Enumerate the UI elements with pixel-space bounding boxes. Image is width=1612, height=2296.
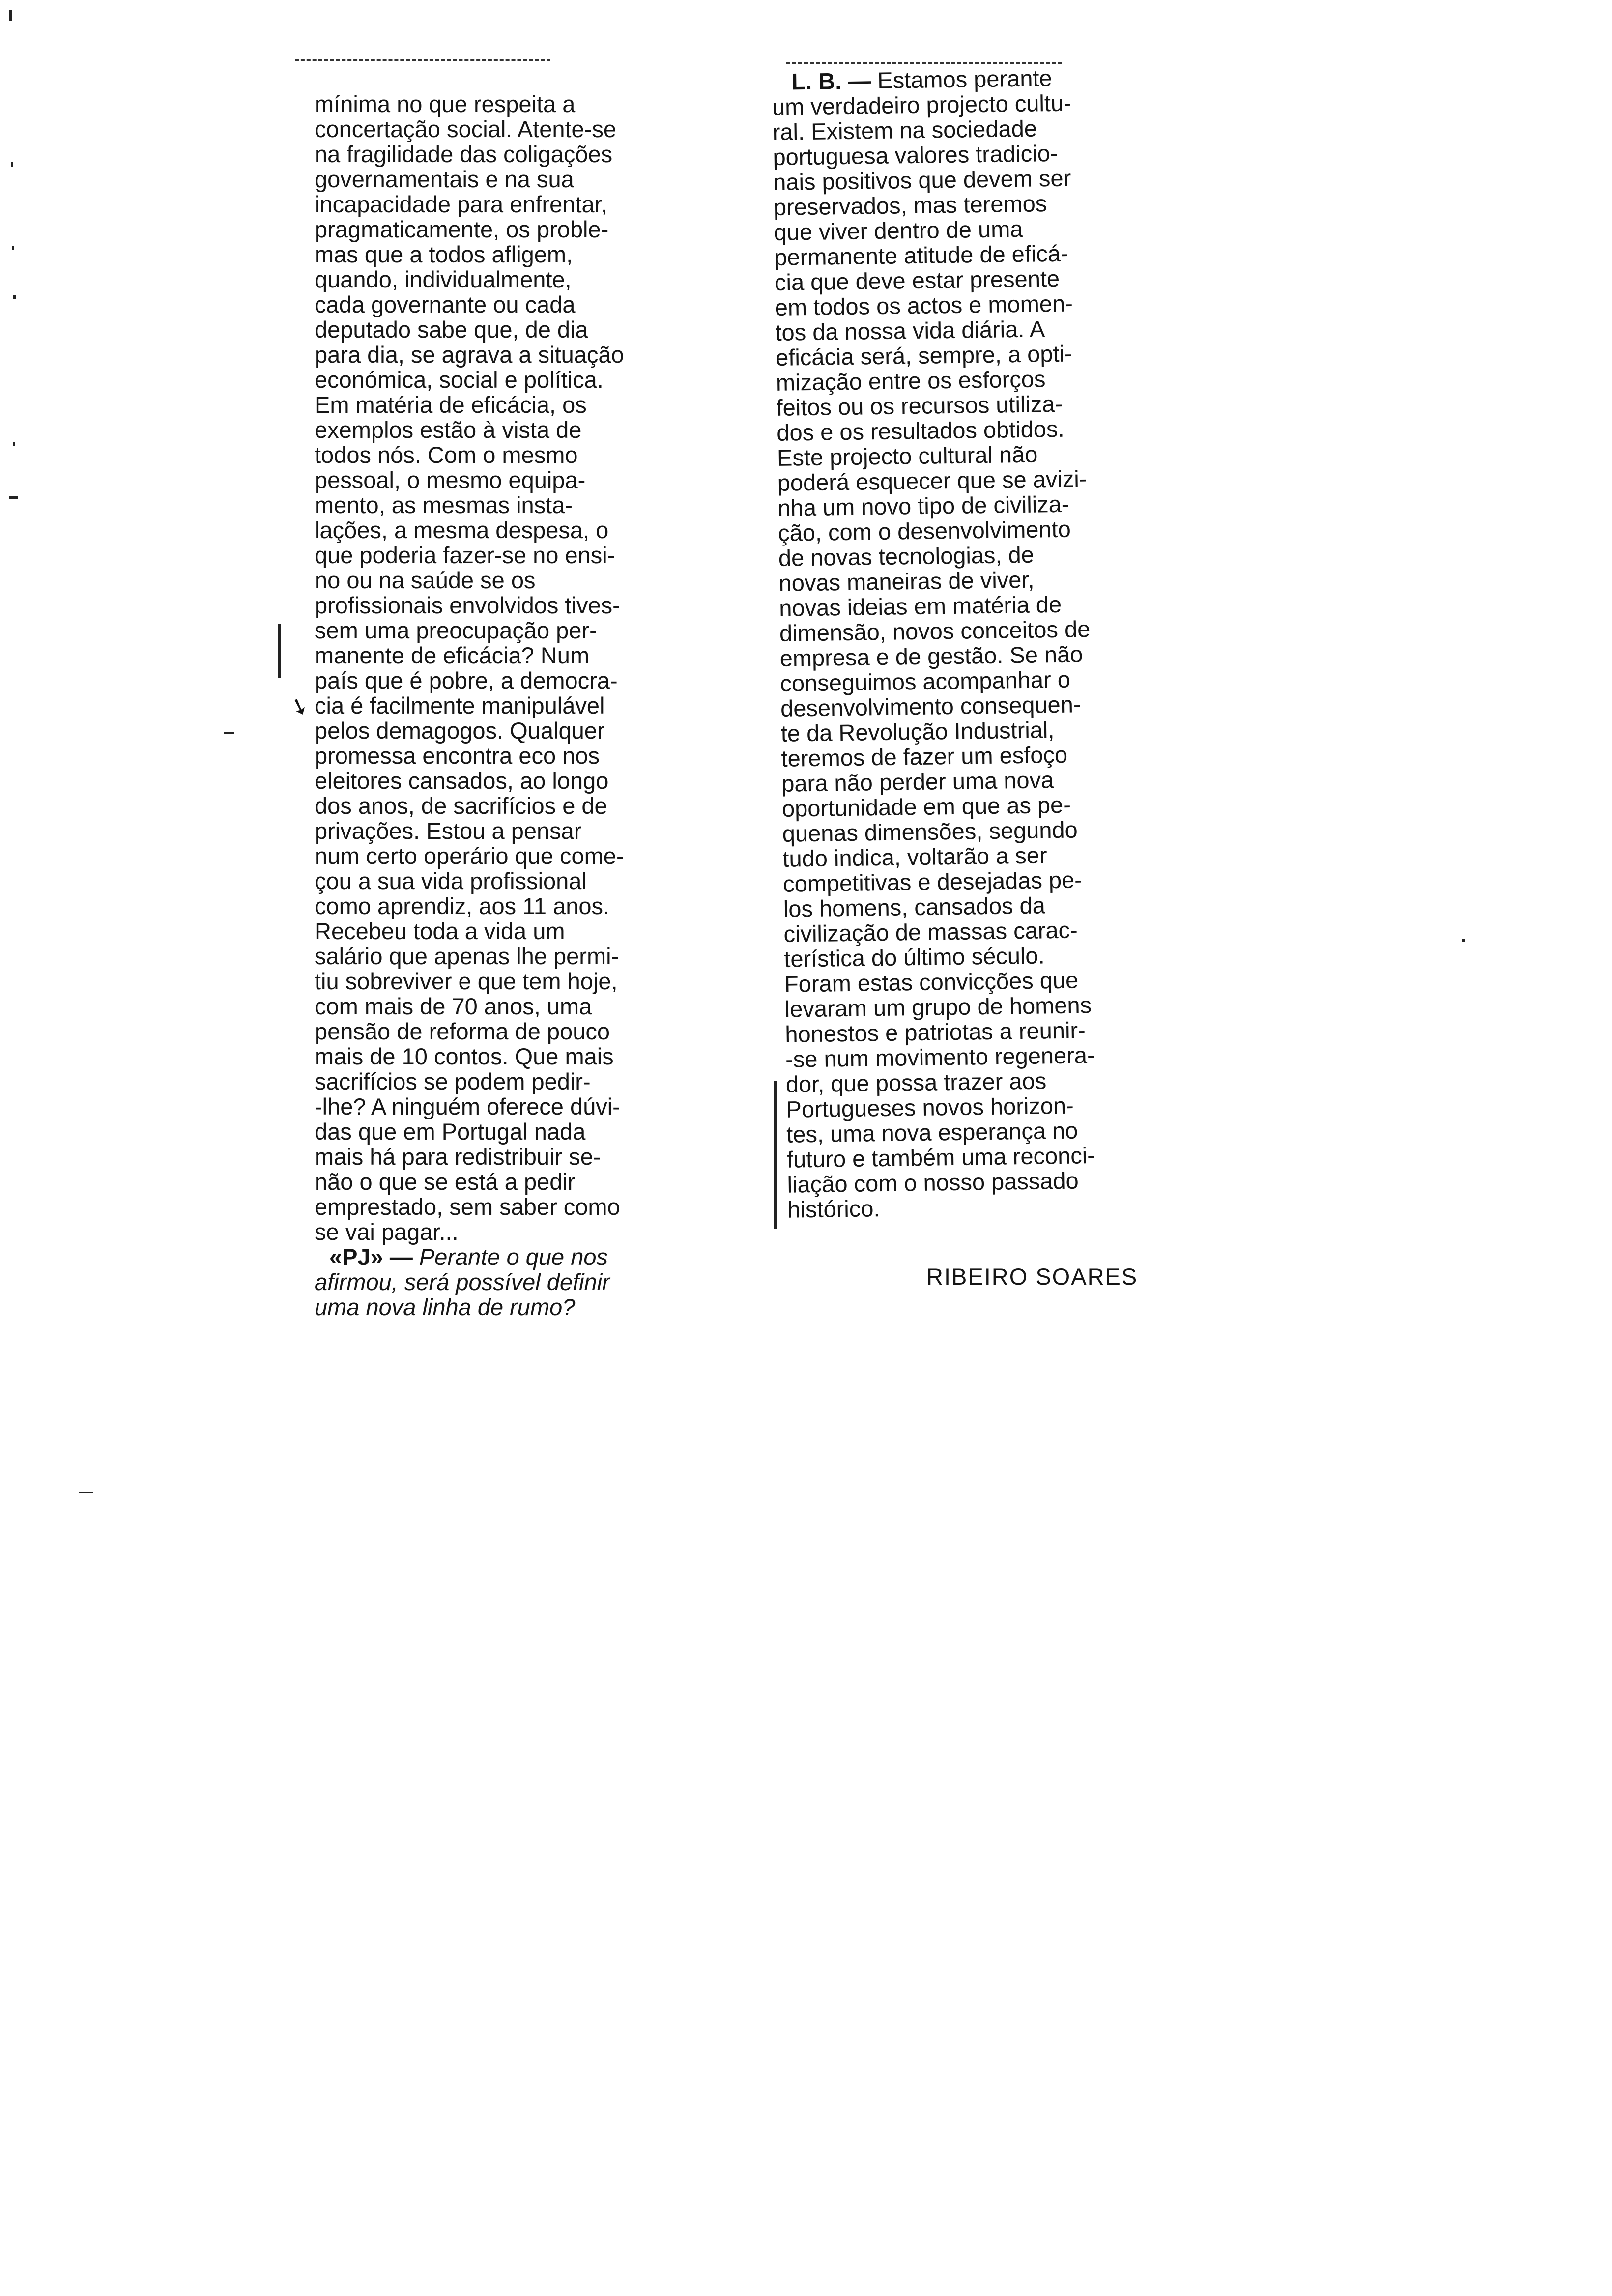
text-line: levaram um grupo de homens bbox=[784, 992, 1092, 1022]
text-line: ção, com o desenvolvimento bbox=[777, 516, 1071, 546]
text-line: Foram estas convicções que bbox=[784, 967, 1079, 997]
text-line: concertação social. Atente-se bbox=[315, 116, 616, 142]
text-line: Recebeu toda a vida um bbox=[315, 918, 565, 944]
text-line: para dia, se agrava a situação bbox=[315, 342, 624, 368]
text-line: mização entre os esforços bbox=[776, 366, 1046, 396]
text-line: çou a sua vida profissional bbox=[315, 868, 587, 894]
text-line: liação com o nosso passado bbox=[787, 1167, 1079, 1198]
text-line: poderá esquecer que se avizi- bbox=[777, 465, 1087, 496]
text-line: Portugueses novos horizon- bbox=[786, 1092, 1074, 1122]
text-line: com mais de 70 anos, uma bbox=[315, 993, 592, 1019]
text-line: tos da nossa vida diária. A bbox=[775, 316, 1045, 345]
text-line: mais há para redistribuir se- bbox=[315, 1144, 601, 1170]
text-line: país que é pobre, a democra- bbox=[315, 667, 618, 693]
scan-mark-left-4 bbox=[13, 442, 15, 446]
text-line: -lhe? A ninguém oferece dúvi- bbox=[315, 1093, 620, 1119]
scan-mark-bottom-left bbox=[79, 1492, 93, 1493]
text-line: governamentais e na sua bbox=[315, 166, 574, 192]
article-byline: RIBEIRO SOARES bbox=[926, 1263, 1138, 1290]
scan-mark-left-3 bbox=[13, 295, 16, 299]
left-column-lines bbox=[315, 91, 624, 1244]
text-line: civilização de massas carac- bbox=[783, 917, 1078, 947]
text-line: económica, social e política. bbox=[315, 367, 604, 393]
text-line: pessoal, o mesmo equipa- bbox=[315, 467, 586, 493]
text-line: quando, individualmente, bbox=[315, 266, 572, 292]
text-line: mas que a todos afligem, bbox=[315, 241, 573, 267]
scan-mark-right-1 bbox=[1462, 939, 1465, 942]
text-line: privações. Estou a pensar bbox=[315, 818, 582, 844]
question-speaker: «PJ» — bbox=[329, 1244, 413, 1270]
text-line: los homens, cansados da bbox=[783, 892, 1046, 922]
text-line: te da Revolução Industrial, bbox=[780, 717, 1055, 746]
text-line: conseguimos acompanhar o bbox=[780, 666, 1071, 696]
text-line: competitivas e desejadas pe- bbox=[782, 866, 1083, 897]
text-line: mais de 10 contos. Que mais bbox=[315, 1043, 614, 1069]
text-line: novas ideias em matéria de bbox=[778, 591, 1062, 621]
text-line: lações, a mesma despesa, o bbox=[315, 517, 609, 543]
text-line: pensão de reforma de pouco bbox=[315, 1018, 610, 1044]
text-line: não o que se está a pedir bbox=[315, 1169, 576, 1195]
text-line: Este projecto cultural não bbox=[777, 441, 1038, 471]
text-line: se vai pagar... bbox=[315, 1219, 459, 1245]
answer-text-1: Estamos perante bbox=[877, 65, 1052, 93]
scan-mark-top-left bbox=[9, 10, 12, 21]
text-line: sem uma preocupação per- bbox=[315, 617, 597, 643]
text-line: preservados, mas teremos bbox=[773, 190, 1047, 220]
text-line: oportunidade em que as pe- bbox=[781, 791, 1071, 822]
text-line: todos nós. Com o mesmo bbox=[315, 442, 578, 468]
right-column-lines bbox=[772, 90, 1098, 1222]
text-line: dos anos, de sacrifícios e de bbox=[315, 793, 607, 819]
text-line: empresa e de gestão. Se não bbox=[779, 641, 1083, 671]
text-line: pelos demagogos. Qualquer bbox=[315, 718, 605, 744]
text-line: cia é facilmente manipulável bbox=[315, 692, 605, 718]
text-line: feitos ou os recursos utiliza- bbox=[776, 390, 1063, 421]
scan-mark-left-2 bbox=[12, 246, 14, 250]
article-right-column bbox=[772, 65, 1098, 1222]
text-line: dimensão, novos conceitos de bbox=[779, 616, 1091, 646]
text-line: histórico. bbox=[787, 1195, 880, 1223]
text-line: -se num movimento regenera- bbox=[785, 1042, 1095, 1072]
text-line: deputado sabe que, de dia bbox=[315, 316, 588, 343]
scan-mark-mid-1 bbox=[224, 732, 234, 734]
text-line: em todos os actos e momen- bbox=[775, 290, 1073, 320]
text-line: honestos e patriotas a reunir- bbox=[785, 1017, 1086, 1047]
text-line: tiu sobreviver e que tem hoje, bbox=[315, 968, 618, 994]
text-line: cia que deve estar presente bbox=[774, 265, 1060, 295]
text-line: portuguesa valores tradicio- bbox=[773, 140, 1058, 170]
text-line: promessa encontra eco nos bbox=[315, 743, 600, 769]
question-line-1 bbox=[315, 1244, 624, 1269]
margin-bar-right bbox=[774, 1081, 777, 1229]
clipping-top-rule-left bbox=[295, 59, 550, 61]
text-line: na fragilidade das coligações bbox=[315, 141, 613, 167]
text-line: das que em Portugal nada bbox=[315, 1119, 586, 1145]
question-text-1: Perante o que nos bbox=[419, 1244, 608, 1270]
text-line: dor, que possa trazer aos bbox=[785, 1067, 1047, 1097]
text-line: que poderia fazer-se no ensi- bbox=[315, 542, 615, 568]
scan-mark-left-1 bbox=[11, 162, 13, 167]
text-line: cada governante ou cada bbox=[315, 291, 576, 317]
text-line: novas maneiras de viver, bbox=[778, 566, 1035, 596]
text-line: no ou na saúde se os bbox=[315, 567, 536, 593]
text-line: permanente atitude de eficá- bbox=[774, 240, 1068, 270]
question-line-3: uma nova linha de rumo? bbox=[315, 1294, 576, 1320]
text-line: Em matéria de eficácia, os bbox=[315, 392, 587, 418]
text-line: pragmaticamente, os proble- bbox=[315, 216, 609, 242]
text-line: profissionais envolvidos tives- bbox=[315, 592, 620, 618]
text-line: incapacidade para enfrentar, bbox=[315, 191, 607, 217]
text-line: exemplos estão à vista de bbox=[315, 417, 582, 443]
text-line: emprestado, sem saber como bbox=[315, 1194, 620, 1220]
answer-speaker: L. B. — bbox=[791, 67, 871, 95]
margin-bar-left bbox=[278, 624, 281, 678]
clipping-top-rule-right bbox=[786, 62, 1062, 64]
text-line: nha um novo tipo de civiliza- bbox=[777, 490, 1069, 521]
text-line: futuro e também uma reconci- bbox=[786, 1142, 1095, 1173]
text-line: tes, uma nova esperança no bbox=[786, 1117, 1078, 1148]
text-line: quenas dimensões, segundo bbox=[782, 816, 1078, 847]
text-line: mínima no que respeita a bbox=[315, 91, 576, 117]
text-line: teremos de fazer um esfoço bbox=[781, 741, 1068, 772]
text-line: mento, as mesmas insta- bbox=[315, 492, 573, 518]
text-line: terística do último século. bbox=[783, 942, 1045, 972]
text-line: desenvolvimento consequen- bbox=[780, 691, 1081, 721]
text-line: que viver dentro de uma bbox=[774, 215, 1023, 245]
text-line: como aprendiz, aos 11 anos. bbox=[315, 893, 610, 919]
text-line: eleitores cansados, ao longo bbox=[315, 768, 609, 794]
text-line: tudo indica, voltarão a ser bbox=[782, 842, 1047, 872]
question-line-2: afirmou, será possível definir bbox=[315, 1269, 610, 1295]
scan-mark-left-5 bbox=[9, 496, 18, 499]
text-line: de novas tecnologias, de bbox=[778, 541, 1035, 571]
text-line: sacrifícios se podem pedir- bbox=[315, 1068, 591, 1094]
text-line: num certo operário que come- bbox=[315, 843, 624, 869]
text-line: nais positivos que devem ser bbox=[773, 165, 1071, 195]
text-line: um verdadeiro projecto cultu- bbox=[772, 89, 1072, 120]
text-line: para não perder uma nova bbox=[781, 767, 1054, 797]
text-line: dos e os resultados obtidos. bbox=[776, 415, 1065, 446]
text-line: manente de eficácia? Num bbox=[315, 642, 590, 668]
margin-arrow-icon: ➘ bbox=[286, 690, 313, 722]
text-line: salário que apenas lhe permi- bbox=[315, 943, 619, 969]
text-line: eficácia será, sempre, a opti- bbox=[775, 340, 1072, 371]
text-line: ral. Existem na sociedade bbox=[772, 115, 1037, 145]
article-left-column bbox=[315, 91, 624, 1320]
